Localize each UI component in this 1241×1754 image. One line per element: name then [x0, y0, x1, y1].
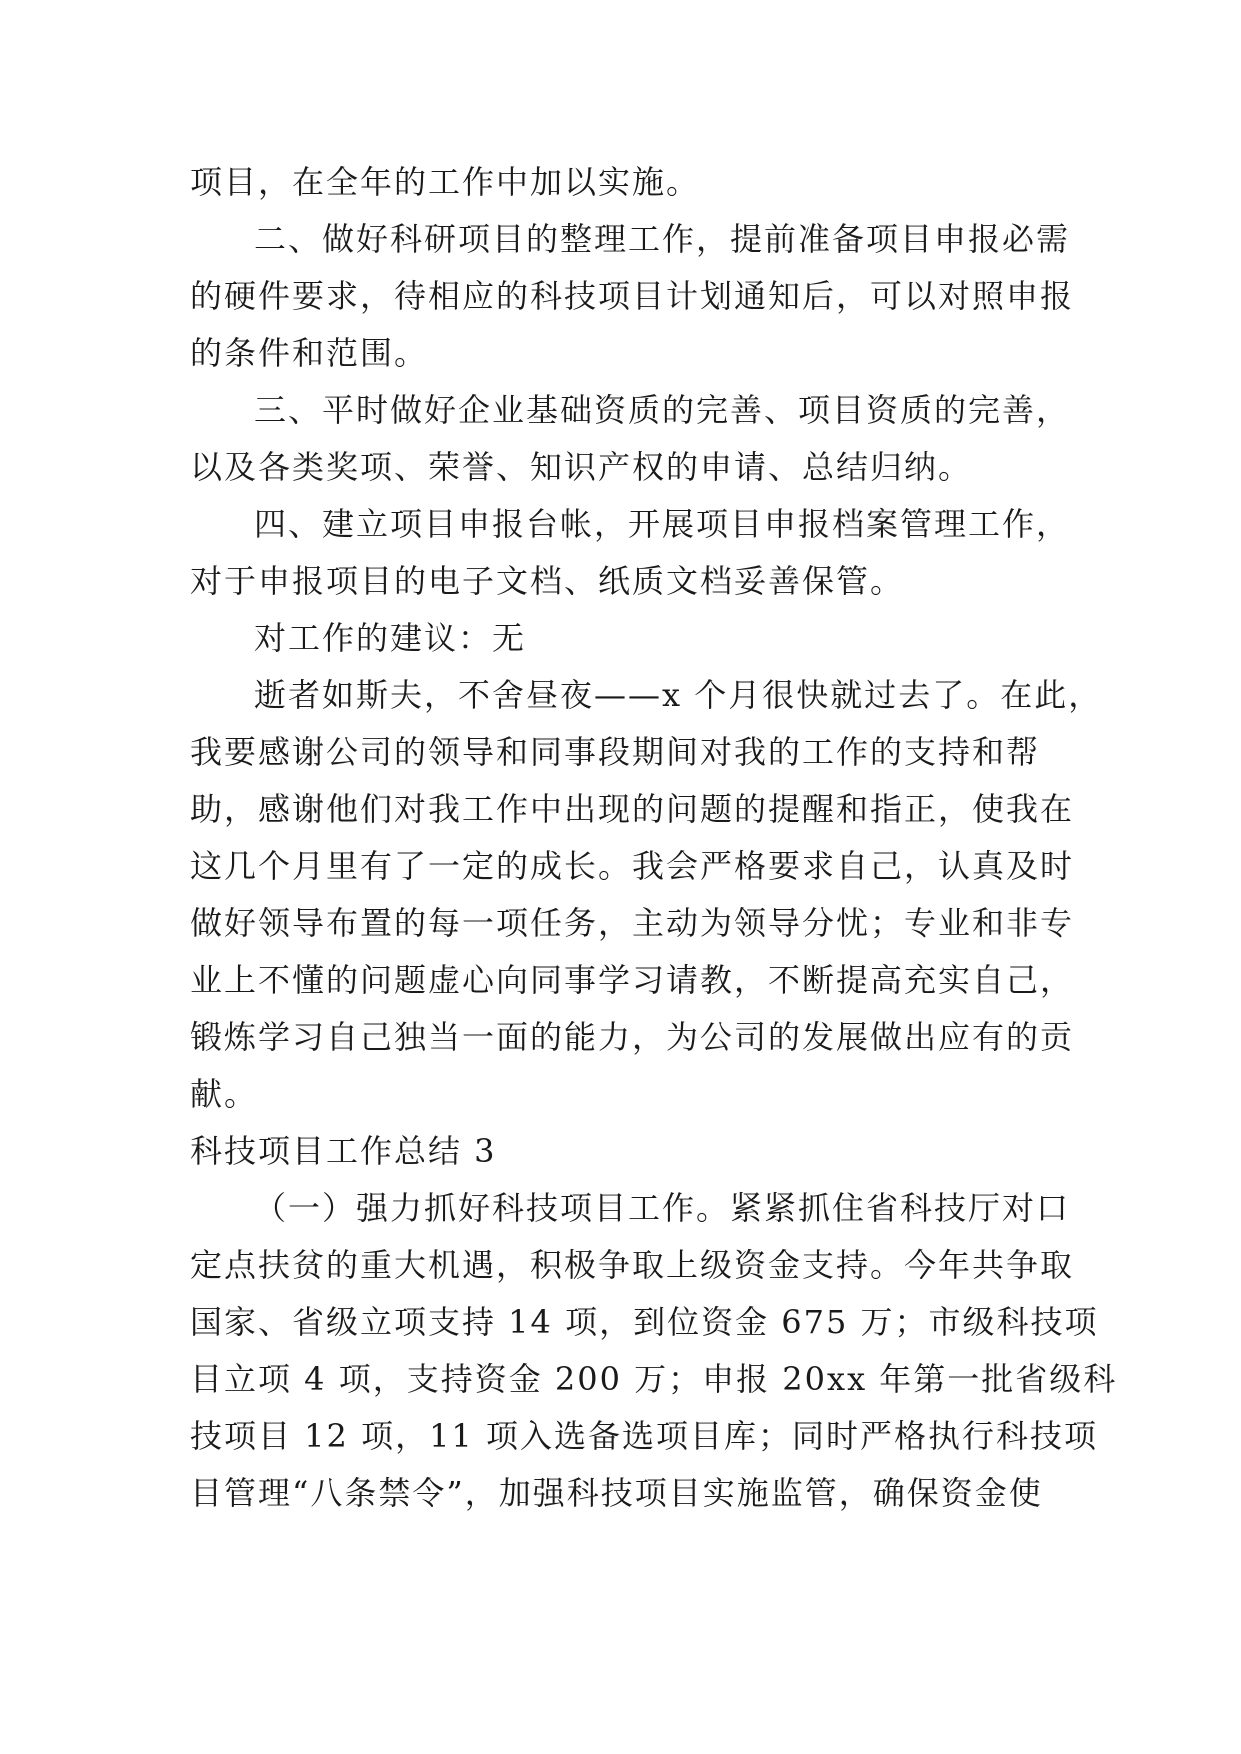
document-body	[190, 154, 1118, 1522]
paragraph-start-line: （一）强力抓好科技项目工作。紧紧抓住省科技厅对口	[254, 1189, 1071, 1227]
section-heading: 科技项目工作总结 3	[190, 1132, 497, 1170]
text-line: 助，感谢他们对我工作中出现的问题的提醒和指正，使我在	[190, 790, 1075, 828]
text-line: 对于申报项目的电子文档、纸质文档妥善保管。	[190, 562, 905, 600]
paragraph-start-line: 三、平时做好企业基础资质的完善、项目资质的完善，	[254, 391, 1071, 429]
text-line: 以及各类奖项、荣誉、知识产权的申请、总结归纳。	[190, 448, 973, 486]
text-line: 目管理“八条禁令”，加强科技项目实施监管，确保资金使	[190, 1474, 1043, 1512]
text-line: 这几个月里有了一定的成长。我会严格要求自己，认真及时	[190, 847, 1075, 885]
text-line: 做好领导布置的每一项任务，主动为领导分忧；专业和非专	[190, 904, 1075, 942]
text-line: 业上不懂的问题虚心向同事学习请教，不断提高充实自己，	[190, 961, 1075, 999]
text-line: 献。	[190, 1075, 259, 1113]
text-line: 项目，在全年的工作中加以实施。	[190, 163, 701, 201]
paragraph-start-line: 对工作的建议：无	[254, 619, 527, 657]
text-line: 我要感谢公司的领导和同事段期间对我的工作的支持和帮	[190, 733, 1041, 771]
paragraph-start-line: 四、建立项目申报台帐，开展项目申报档案管理工作，	[254, 505, 1071, 543]
paragraph-start-line: 逝者如斯夫，不舍昼夜——x 个月很快就过去了。在此，	[254, 676, 1103, 714]
text-line: 技项目 12 项，11 项入选备选项目库；同时严格执行科技项	[190, 1417, 1098, 1455]
text-line: 国家、省级立项支持 14 项，到位资金 675 万；市级科技项	[190, 1303, 1099, 1341]
paragraph-start-line: 二、做好科研项目的整理工作，提前准备项目申报必需	[254, 220, 1071, 258]
text-line: 的条件和范围。	[190, 334, 429, 372]
text-line: 的硬件要求，待相应的科技项目计划通知后，可以对照申报	[190, 277, 1075, 315]
text-line: 定点扶贫的重大机遇，积极争取上级资金支持。今年共争取	[190, 1246, 1075, 1284]
text-line: 目立项 4 项，支持资金 200 万；申报 20xx 年第一批省级科	[190, 1360, 1118, 1398]
text-line: 锻炼学习自己独当一面的能力，为公司的发展做出应有的贡	[190, 1018, 1075, 1056]
